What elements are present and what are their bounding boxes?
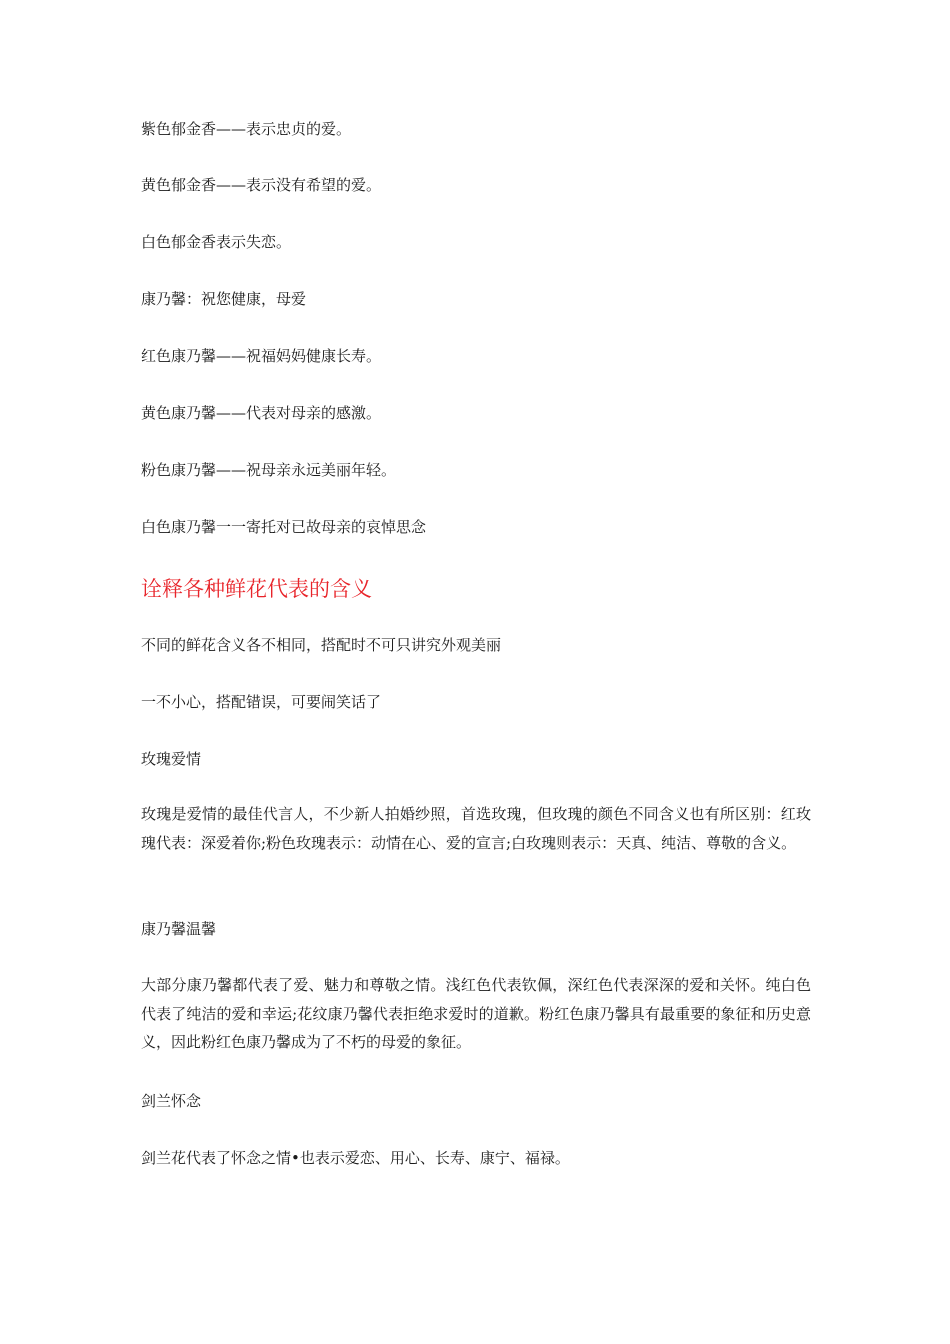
section-body-gladiolus: 剑兰花代表了怀念之情•也表示爱恋、用心、长寿、康宁、福禄。 xyxy=(141,1149,570,1167)
intro-line-2: 一不小心，搭配错误，可要闹笑话了 xyxy=(141,693,382,711)
section-body-carnation: 大部分康乃馨都代表了爱、魅力和尊敬之情。浅红色代表钦佩，深红色代表深深的爱和关怀。纯白色代表了纯洁的爱和幸运;花纹康乃馨代表拒绝求爱时的道歉。粉红色康乃馨具有最重要的象征和历史意义，因此粉红色康乃馨成为了不朽的母爱的象征。 xyxy=(141,976,811,1051)
text-line-white-carnation: 白色康乃馨一一寄托对已故母亲的哀悼思念 xyxy=(141,518,427,536)
intro-line-1: 不同的鲜花含义各不相同，搭配时不可只讲究外观美丽 xyxy=(141,636,502,654)
text-line-purple-tulip: 紫色郁金香——表示忠贞的爱。 xyxy=(141,120,352,138)
section-title-rose: 玫瑰爱情 xyxy=(141,750,202,768)
text-line-white-tulip: 白色郁金香表示失恋。 xyxy=(141,233,292,251)
section-title-gladiolus: 剑兰怀念 xyxy=(141,1092,202,1110)
text-line-pink-carnation: 粉色康乃馨——祝母亲永远美丽年轻。 xyxy=(141,461,397,479)
section-body-rose: 玫瑰是爱情的最佳代言人，不少新人拍婚纱照，首选玫瑰，但玫瑰的颜色不同含义也有所区别：红玫瑰代表：深爱着你;粉色玫瑰表示：动情在心、爱的宣言;白玫瑰则表示：天真、纯洁、尊敬的含义。 xyxy=(141,805,811,852)
section-title-carnation: 康乃馨温馨 xyxy=(141,920,217,938)
text-line-red-carnation: 红色康乃馨——祝福妈妈健康长寿。 xyxy=(141,347,382,365)
text-line-carnation: 康乃馨：祝您健康，母爱 xyxy=(141,290,307,308)
text-line-yellow-carnation: 黄色康乃馨——代表对母亲的感激。 xyxy=(141,404,382,422)
section-heading: 诠释各种鲜花代表的含义 xyxy=(141,577,372,601)
text-line-yellow-tulip: 黄色郁金香——表示没有希望的爱。 xyxy=(141,176,382,194)
